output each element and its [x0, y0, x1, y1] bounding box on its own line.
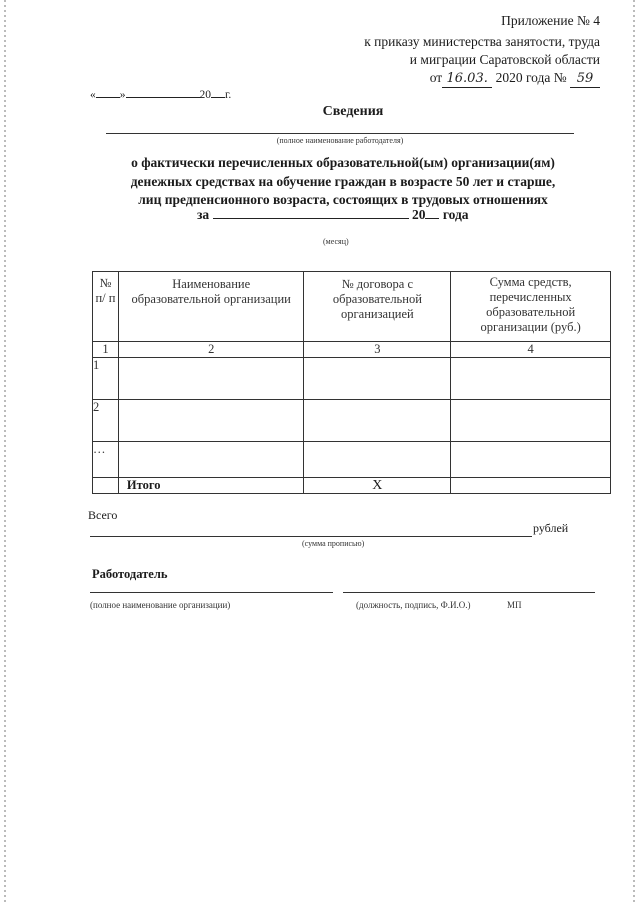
header-number: № п/ п — [93, 272, 119, 342]
table-row — [93, 358, 611, 400]
year-suffix: г. — [225, 89, 232, 101]
subtitle-line-3: лиц предпенсионного возраста, состоящих в трудовых отношениях — [138, 192, 548, 207]
contract-cell[interactable] — [304, 442, 451, 478]
organization-cell[interactable] — [118, 442, 304, 478]
contract-cell[interactable] — [304, 400, 451, 442]
period-year-suffix: года — [442, 207, 469, 222]
header-contract: № договора с образовательной организацией — [304, 272, 451, 342]
ministry-name: и миграции Саратовской области — [409, 52, 600, 67]
column-number: 3 — [304, 342, 451, 358]
stamp-place: МП — [507, 600, 522, 610]
total-caption: (сумма прописью) — [302, 539, 365, 548]
signature-caption: (должность, подпись, Ф.И.О.) — [356, 600, 471, 610]
total-words-line — [90, 536, 532, 537]
column-number: 2 — [118, 342, 304, 358]
report-date-line — [90, 89, 231, 101]
employer-signature-label: Работодатель — [92, 567, 168, 581]
total-unit: рублей — [533, 521, 569, 535]
page-title: Сведения — [322, 104, 384, 119]
column-number: 1 — [93, 342, 119, 358]
amount-cell[interactable] — [451, 400, 611, 442]
header-amount: Сумма средств, перечисленных образовательной организации (руб.) — [451, 272, 611, 342]
close-quote: » — [119, 89, 126, 101]
total-row — [93, 478, 611, 494]
row-number: 2 — [93, 400, 119, 442]
order-number-handwritten: 59 — [570, 70, 600, 88]
period-year-prefix: 20 — [411, 207, 426, 222]
header-organization: Наименование образовательной организации — [118, 272, 304, 342]
row-number: … — [93, 442, 119, 478]
total-label-text: Всего — [88, 508, 118, 522]
organization-cell[interactable] — [118, 358, 304, 400]
organization-name-line — [90, 592, 333, 593]
month-blank — [126, 97, 200, 98]
amount-cell[interactable] — [451, 358, 611, 400]
total-number-cell — [93, 478, 119, 494]
subtitle-line-2: денежных средствах на обучение граждан в возрасте 50 лет и старше, — [130, 174, 556, 189]
total-label: Итого — [118, 478, 304, 494]
day-blank — [96, 97, 120, 98]
order-date-prefix: от — [429, 70, 443, 85]
contract-cell[interactable] — [304, 358, 451, 400]
period-prefix: за — [197, 207, 210, 222]
total-amount-cell[interactable] — [451, 478, 611, 494]
organization-caption: (полное наименование организации) — [90, 600, 231, 610]
order-reference: к приказу министерства занятости, труда — [364, 34, 600, 49]
appendix-number: Приложение № 4 — [501, 13, 600, 28]
subtitle-line-1: о фактически перечисленных образовательной(ым) организации(ям) — [131, 155, 555, 170]
employer-caption: (полное наименование работодателя) — [276, 136, 404, 145]
order-date-line — [430, 69, 600, 88]
column-number-row — [93, 342, 611, 358]
total-mark: X — [304, 478, 451, 494]
table-row — [93, 442, 611, 478]
period-line — [197, 207, 469, 223]
row-number: 1 — [93, 358, 119, 400]
order-date-handwritten: 16.03. — [442, 70, 492, 88]
year-blank — [211, 97, 225, 98]
month-caption: (месяц) — [323, 237, 349, 246]
order-year-label: 2020 года № — [495, 70, 567, 85]
employer-name-line — [106, 133, 574, 134]
open-quote: « — [90, 89, 96, 101]
year-prefix: 20 — [199, 89, 211, 101]
signature-line — [343, 592, 595, 593]
month-blank-field — [213, 218, 409, 219]
table-row — [93, 400, 611, 442]
organization-cell[interactable] — [118, 400, 304, 442]
column-number: 4 — [451, 342, 611, 358]
amount-cell[interactable] — [451, 442, 611, 478]
period-year-blank — [425, 218, 439, 219]
payments-table — [92, 271, 611, 494]
table-header-row — [93, 272, 611, 342]
